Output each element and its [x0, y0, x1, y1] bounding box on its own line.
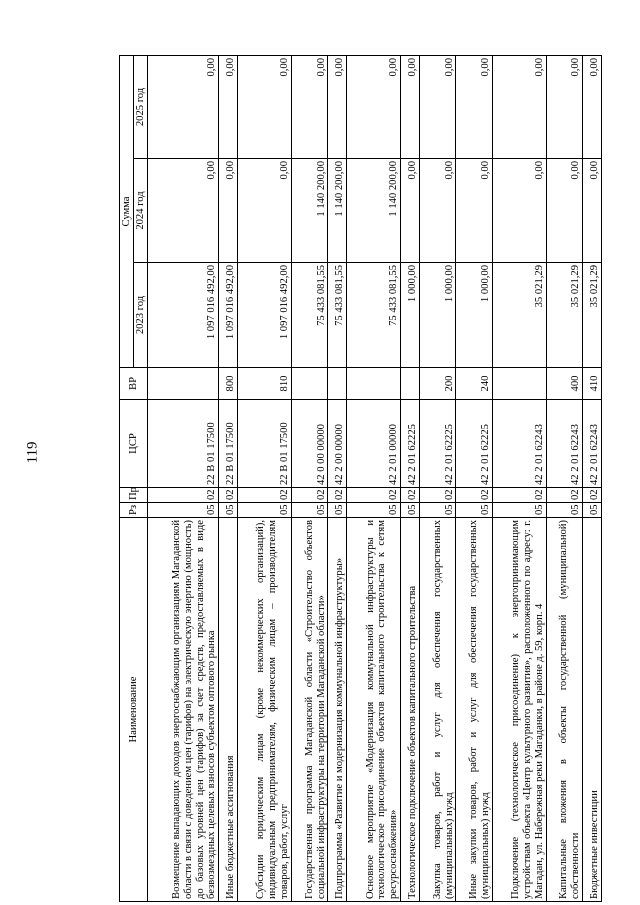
row-sum-2024: 0,00: [219, 159, 238, 263]
row-name: Иные бюджетные ассигнования: [219, 518, 238, 902]
row-sum-2025: 0,00: [238, 55, 292, 158]
row-csr: 22 В 01 17500: [238, 400, 292, 488]
row-pr: 02: [219, 488, 238, 503]
row-name: Подпрограмма «Развитие и модернизация коммунальной инфраструктуры»: [328, 518, 347, 902]
row-pr: 02: [583, 488, 602, 503]
table-row: [347, 55, 401, 901]
row-pr: 02: [456, 488, 492, 503]
row-name: Бюджетные инвестиции: [583, 518, 602, 902]
row-vr: 240: [456, 368, 492, 400]
row-sum-2023: 75 433 081,55: [292, 263, 328, 368]
row-csr: 42 2 00 00000: [328, 400, 347, 488]
row-csr: 42 2 01 62225: [401, 400, 420, 488]
row-name: Капитальные вложения в объекты государственной (муниципальной) собственности: [546, 518, 582, 902]
row-pr: 02: [347, 488, 401, 503]
header-csr: ЦСР: [120, 400, 148, 488]
budget-table: [119, 55, 602, 902]
row-rz: 05: [456, 503, 492, 518]
row-sum-2024: 1 140 200,00: [292, 159, 328, 263]
row-sum-2023: 75 433 081,55: [328, 263, 347, 368]
row-pr: 02: [420, 488, 456, 503]
table-row: [328, 55, 347, 901]
table-row: [583, 55, 602, 901]
budget-table-container: [119, 56, 602, 902]
row-rz: 05: [328, 503, 347, 518]
row-sum-2023: 1 000,00: [456, 263, 492, 368]
row-sum-2025: 0,00: [546, 55, 582, 158]
row-sum-2024: 0,00: [148, 159, 219, 263]
row-sum-2023: 75 433 081,55: [347, 263, 401, 368]
row-vr: 400: [546, 368, 582, 400]
header-row-top: [120, 55, 134, 901]
row-csr: 22 В 01 17500: [219, 400, 238, 488]
row-sum-2024: 1 140 200,00: [347, 159, 401, 263]
row-sum-2023: 35 021,29: [546, 263, 582, 368]
row-sum-2025: 0,00: [219, 55, 238, 158]
header-year-2023: 2023 год: [134, 263, 148, 368]
row-sum-2025: 0,00: [401, 55, 420, 158]
row-csr: 42 2 01 00000: [347, 400, 401, 488]
row-sum-2024: 0,00: [401, 159, 420, 263]
row-sum-2024: 0,00: [456, 159, 492, 263]
row-sum-2023: 1 097 016 492,00: [238, 263, 292, 368]
header-rz: Рз: [120, 503, 148, 518]
table-row: [238, 55, 292, 901]
row-vr: 800: [219, 368, 238, 400]
table-row: [148, 55, 219, 901]
table-row: [292, 55, 328, 901]
row-sum-2025: 0,00: [347, 55, 401, 158]
row-rz: 05: [401, 503, 420, 518]
table-row: [420, 55, 456, 901]
row-csr: 42 0 00 00000: [292, 400, 328, 488]
header-sum: Сумма: [120, 55, 134, 367]
row-pr: 02: [401, 488, 420, 503]
header-year-2025: 2025 год: [134, 55, 148, 158]
row-vr: 200: [420, 368, 456, 400]
row-csr: 42 2 01 62225: [456, 400, 492, 488]
row-sum-2023: 35 021,29: [492, 263, 546, 368]
row-name: Подключение (технологическое присоединение) к энергопринимающим устройствам объекта «Центр культурного развития», расположенного по адресу: г. Магадан, ул. Набережная реки Магаданки, в районе д. 59, корп. 4: [492, 518, 546, 902]
row-sum-2024: 0,00: [546, 159, 582, 263]
row-sum-2023: 1 000,00: [401, 263, 420, 368]
row-sum-2023: 1 097 016 492,00: [219, 263, 238, 368]
row-name: Субсидии юридическим лицам (кроме некоммерческих организаций), индивидуальным предпринимателям, физическим лицам – производителям товаров, работ, услуг: [238, 518, 292, 902]
row-vr: [292, 368, 328, 400]
row-pr: 02: [328, 488, 347, 503]
row-rz: 05: [583, 503, 602, 518]
row-sum-2024: 1 140 200,00: [328, 159, 347, 263]
row-name: Основное мероприятие «Модернизация коммунальной инфраструктуры и технологическое присоединение объектов капитального строительства к сетям ресурсоснабжения»: [347, 518, 401, 902]
row-rz: 05: [238, 503, 292, 518]
row-sum-2023: 1 097 016 492,00: [148, 263, 219, 368]
table-row: [401, 55, 420, 901]
row-name: Технологическое подключение объектов капитального строительства: [401, 518, 420, 902]
table-row: [456, 55, 492, 901]
row-sum-2025: 0,00: [292, 55, 328, 158]
row-rz: 05: [148, 503, 219, 518]
row-pr: 02: [148, 488, 219, 503]
row-sum-2025: 0,00: [492, 55, 546, 158]
header-vr: ВР: [120, 368, 148, 400]
row-vr: [328, 368, 347, 400]
row-vr: [401, 368, 420, 400]
row-sum-2023: 35 021,29: [583, 263, 602, 368]
row-csr: 42 2 01 62225: [420, 400, 456, 488]
row-pr: 02: [546, 488, 582, 503]
row-rz: 05: [292, 503, 328, 518]
row-sum-2025: 0,00: [583, 55, 602, 158]
row-rz: 05: [492, 503, 546, 518]
row-rz: 05: [546, 503, 582, 518]
row-pr: 02: [238, 488, 292, 503]
row-csr: 42 2 01 62243: [546, 400, 582, 488]
row-vr: [347, 368, 401, 400]
row-name: Закупка товаров, работ и услуг для обеспечения государственных (муниципальных) нужд: [420, 518, 456, 902]
header-year-2024: 2024 год: [134, 159, 148, 263]
row-sum-2025: 0,00: [328, 55, 347, 158]
row-sum-2024: 0,00: [583, 159, 602, 263]
row-vr: 410: [583, 368, 602, 400]
table-row: [546, 55, 582, 901]
header-pr: Пр: [120, 488, 148, 503]
table-row: [492, 55, 546, 901]
row-name: Иные закупки товаров, работ и услуг для обеспечения государственных (муниципальных) нужд: [456, 518, 492, 902]
page-number: 119: [24, 441, 41, 464]
row-sum-2023: 1 000,00: [420, 263, 456, 368]
row-csr: 42 2 01 62243: [583, 400, 602, 488]
row-sum-2024: 0,00: [420, 159, 456, 263]
row-name: Возмещение выпадающих доходов энергоснабжающим организациям Магаданской области в связи с доведением цен (тарифов) на электрическую энергию (мощность) до базовых уровней цен (тарифов) за счет средств, предоставляемых в виде безвозмездных целевых взносов субъектом оптового рынка: [148, 518, 219, 902]
row-name: Государственная программа Магаданской области «Строительство объектов социальной инфраструктуры на территории Магаданской области»: [292, 518, 328, 902]
row-pr: 02: [492, 488, 546, 503]
row-csr: 42 2 01 62243: [492, 400, 546, 488]
row-rz: 05: [219, 503, 238, 518]
row-csr: 22 В 01 17500: [148, 400, 219, 488]
table-row: [219, 55, 238, 901]
row-rz: 05: [347, 503, 401, 518]
row-vr: 810: [238, 368, 292, 400]
row-pr: 02: [292, 488, 328, 503]
row-vr: [148, 368, 219, 400]
row-sum-2025: 0,00: [456, 55, 492, 158]
row-sum-2025: 0,00: [420, 55, 456, 158]
table-body: [148, 55, 602, 901]
row-sum-2024: 0,00: [492, 159, 546, 263]
row-vr: [492, 368, 546, 400]
header-name: Наименование: [120, 518, 148, 902]
row-sum-2025: 0,00: [148, 55, 219, 158]
row-sum-2024: 0,00: [238, 159, 292, 263]
row-rz: 05: [420, 503, 456, 518]
